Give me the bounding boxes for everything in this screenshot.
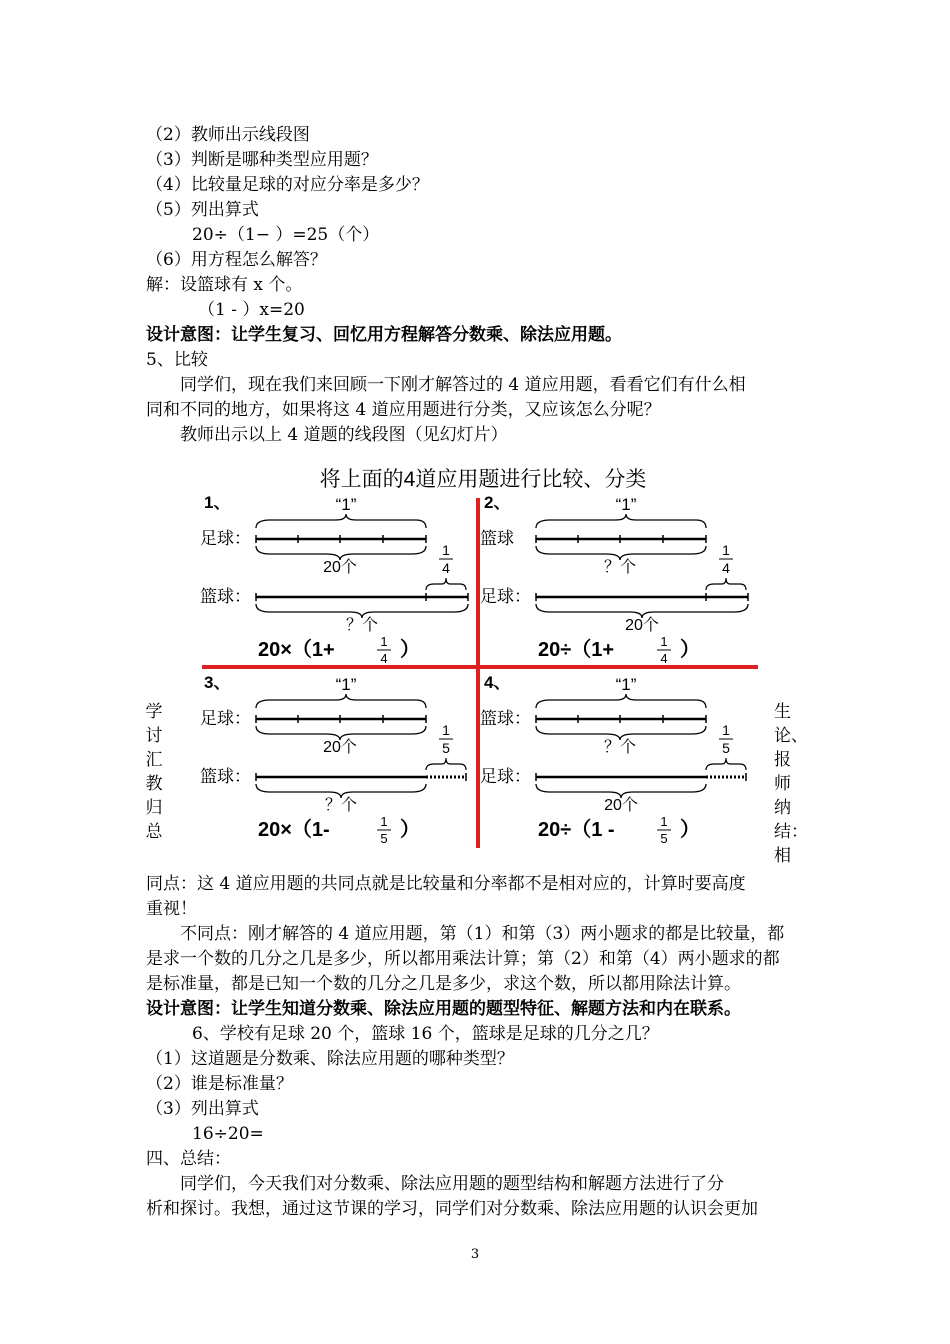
paragraph-line: 是求一个数的几分之几是多少，所以都用乘法计算；第（2）和第（4）两小题求的都 xyxy=(146,949,780,969)
fraction-numerator: 1 xyxy=(442,722,450,738)
text-line: （2）谁是标准量？ xyxy=(146,1074,293,1094)
formula-fraction-denominator: 5 xyxy=(380,831,388,846)
formula-fraction-denominator: 4 xyxy=(660,651,668,666)
unit-one-label: “1” xyxy=(615,675,637,694)
paragraph-line: 重视！ xyxy=(146,899,197,919)
top-bar-label: 篮球： xyxy=(480,709,531,728)
formula-text: 20÷（1+ xyxy=(538,639,615,661)
bottom-quantity-label: ？个 xyxy=(324,797,358,814)
top-brace xyxy=(256,694,426,708)
side-char: 相 xyxy=(774,846,791,866)
text-line: 解：设篮球有 x 个。 xyxy=(146,275,303,295)
panel-number: 4、 xyxy=(484,673,511,692)
question-line: 6、学校有足球 20 个，篮球 16 个，篮球是足球的几分之几？ xyxy=(192,1024,659,1044)
side-char: 教 xyxy=(145,774,163,794)
side-char: 生 xyxy=(774,702,791,722)
fraction-denominator: 5 xyxy=(722,740,730,756)
side-char: 学 xyxy=(145,702,163,722)
formula-text: 20×（1- xyxy=(258,819,330,841)
formula-fraction-numerator: 1 xyxy=(660,634,668,649)
part-brace xyxy=(706,578,746,590)
panel-3 xyxy=(200,673,466,846)
bottom-quantity-label: 20个 xyxy=(625,617,659,634)
panel-number: 1、 xyxy=(204,493,231,512)
unit-one-label: “1” xyxy=(335,675,357,694)
mid-quantity-label: 20个 xyxy=(323,739,357,756)
under-brace xyxy=(256,604,468,618)
formula-fraction-numerator: 1 xyxy=(380,634,388,649)
formula-fraction-denominator: 4 xyxy=(380,651,388,666)
panel-1 xyxy=(200,493,468,666)
part-brace xyxy=(426,758,466,770)
top-brace xyxy=(536,694,706,708)
formula-fraction-denominator: 5 xyxy=(660,831,668,846)
panel-number: 2、 xyxy=(484,493,511,512)
slide-title: 将上面的4道应用题进行比较、分类 xyxy=(319,468,647,491)
paragraph-line: 同和不同的地方，如果将这 4 道应用题进行分类，又应该怎么分呢？ xyxy=(146,400,661,420)
top-bar-label: 足球： xyxy=(200,709,251,728)
top-bar-label: 足球： xyxy=(200,529,251,548)
text-line: （5）列出算式 xyxy=(146,200,259,220)
paragraph-line: 是标准量，都是已知一个数的几分之几是多少，求这个数，所以都用除法计算。 xyxy=(146,974,741,994)
formula-fraction-numerator: 1 xyxy=(660,814,668,829)
side-char: 总 xyxy=(145,822,163,842)
text-line: （6）用方程怎么解答？ xyxy=(146,250,327,270)
paragraph-line: 同点：这 4 道应用题的共同点就是比较量和分率都不是相对应的，计算时要高度 xyxy=(146,874,746,894)
under-brace xyxy=(256,546,426,560)
formula-close-paren: ） xyxy=(680,639,700,661)
paragraph-line: 不同点：刚才解答的 4 道应用题，第（1）和第（3）两小题求的都是比较量，都 xyxy=(180,924,785,944)
fraction-numerator: 1 xyxy=(722,722,730,738)
side-char: 纳 xyxy=(774,798,791,818)
formula-text: 20÷（1 - xyxy=(538,819,615,841)
panel-number: 3、 xyxy=(204,673,231,692)
text-line: （2）教师出示线段图 xyxy=(146,125,310,145)
fraction-denominator: 5 xyxy=(442,740,450,756)
mid-quantity-label: ？个 xyxy=(603,739,637,756)
side-char: 归 xyxy=(145,798,163,818)
bottom-bar-label: 篮球： xyxy=(200,767,251,786)
formula-close-paren: ） xyxy=(680,819,700,841)
part-brace xyxy=(426,578,466,590)
section-heading: 5、比较 xyxy=(146,350,208,370)
fraction-numerator: 1 xyxy=(722,542,730,558)
fraction-numerator: 1 xyxy=(442,542,450,558)
under-brace xyxy=(536,604,748,618)
paragraph-line: 析和探讨。我想，通过这节课的学习，同学们对分数乘、除法应用题的认识会更加 xyxy=(146,1199,758,1219)
side-char: 结： xyxy=(774,822,808,842)
page-number: 3 xyxy=(470,1247,480,1262)
under-brace xyxy=(536,546,706,560)
part-brace xyxy=(706,758,746,770)
side-text-left xyxy=(144,700,164,844)
side-char: 汇 xyxy=(145,750,163,770)
section-heading: 四、总结： xyxy=(146,1149,231,1169)
formula-line: 16÷20= xyxy=(192,1124,264,1144)
under-brace xyxy=(536,726,706,740)
under-brace xyxy=(256,784,426,798)
formula-close-paren: ） xyxy=(400,819,420,841)
formula-fraction-numerator: 1 xyxy=(380,814,388,829)
top-brace xyxy=(256,514,426,528)
unit-one-label: “1” xyxy=(615,495,637,514)
text-line: （3）判断是哪种类型应用题？ xyxy=(146,150,378,170)
fraction-denominator: 4 xyxy=(722,560,730,576)
bottom-bar-label: 足球： xyxy=(480,587,531,606)
formula-text: 20×（1+ xyxy=(258,639,335,661)
side-text-right xyxy=(774,700,808,868)
formula-close-paren: ） xyxy=(400,639,420,661)
top-brace xyxy=(536,514,706,528)
paragraph-line: 教师出示以上 4 道题的线段图（见幻灯片） xyxy=(180,425,508,445)
side-char: 讨 xyxy=(145,726,163,746)
side-char: 报 xyxy=(774,750,791,770)
comparison-slide xyxy=(198,458,763,850)
bottom-bar-label: 篮球： xyxy=(200,587,251,606)
paragraph-line: 同学们，今天我们对分数乘、除法应用题的题型结构和解题方法进行了分 xyxy=(180,1174,724,1194)
text-line: （4）比较量足球的对应分率是多少？ xyxy=(146,175,429,195)
side-char: 论、 xyxy=(774,726,808,746)
fraction-denominator: 4 xyxy=(442,560,450,576)
panel-4 xyxy=(480,673,746,846)
top-bar-label: 篮球 xyxy=(480,529,514,548)
design-intent: 设计意图：让学生复习、回忆用方程解答分数乘、除法应用题。 xyxy=(146,325,622,345)
paragraph-line: 同学们，现在我们来回顾一下刚才解答过的 4 道应用题，看看它们有什么相 xyxy=(180,375,746,395)
formula-line: 20÷（1− ）=25（个） xyxy=(192,225,380,245)
text-line: （1）这道题是分数乘、除法应用题的哪种类型？ xyxy=(146,1049,514,1069)
formula-line: （1 - ）x=20 xyxy=(198,300,305,320)
panel-2 xyxy=(480,493,748,666)
under-brace xyxy=(536,784,706,798)
side-char: 师 xyxy=(774,774,791,794)
mid-quantity-label: ？个 xyxy=(603,559,637,576)
bottom-bar-label: 足球： xyxy=(480,767,531,786)
bottom-quantity-label: 20个 xyxy=(604,797,638,814)
unit-one-label: “1” xyxy=(335,495,357,514)
bottom-quantity-label: ？个 xyxy=(345,617,379,634)
design-intent: 设计意图：让学生知道分数乘、除法应用题的题型特征、解题方法和内在联系。 xyxy=(146,999,741,1019)
text-line: （3）列出算式 xyxy=(146,1099,259,1119)
under-brace xyxy=(256,726,426,740)
mid-quantity-label: 20个 xyxy=(323,559,357,576)
